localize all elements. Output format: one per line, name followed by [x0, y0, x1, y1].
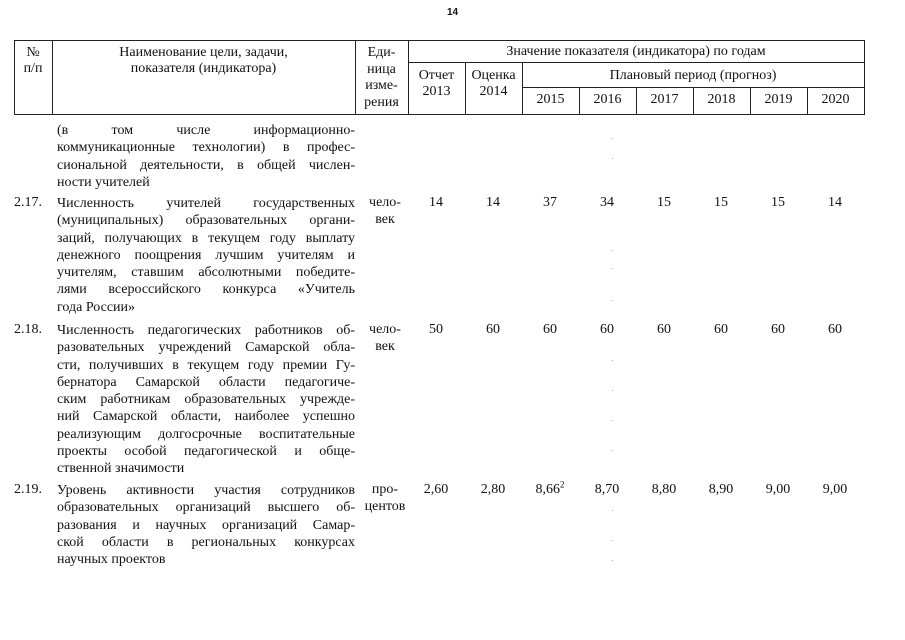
scan-dot: [612, 138, 613, 139]
row-value: [636, 322, 692, 338]
indicator-name-line: ским работникам образовательных учрежде-: [57, 392, 355, 408]
scan-dot: [612, 268, 613, 269]
scan-dot: [612, 158, 613, 159]
indicator-name-line: Численность учителей государственных: [57, 196, 355, 211]
value-text: 2,60: [423, 482, 449, 497]
row-value: [750, 482, 806, 498]
value-text: 60: [657, 322, 671, 337]
indicator-name-line: ской области в региональных конкурсах: [57, 534, 355, 550]
indicator-name-line: лями всероссийского конкурса «Учитель: [57, 282, 355, 298]
row-value: [465, 195, 521, 211]
header-values-divider: [408, 62, 865, 63]
indicator-name-line: разовательных учреждений Самарской обла-: [57, 340, 355, 356]
footnote-mark: 2: [560, 479, 565, 490]
indicator-name-line: проекты особой педагогической и обще-: [57, 444, 355, 460]
value-text: 14: [486, 195, 500, 210]
row-value: [522, 479, 578, 498]
value-text: 60: [828, 322, 842, 337]
header-unit-line: измe-: [365, 78, 398, 93]
unit-line: чело-: [369, 195, 401, 210]
row-unit: [361, 195, 409, 228]
value-text: 34: [600, 195, 614, 210]
indicator-name-line: Численность педагогических работников об-: [57, 323, 355, 338]
row-value: [693, 322, 749, 338]
value-text: 50: [429, 322, 443, 337]
header-year: 2017: [650, 92, 679, 107]
row-value: [465, 482, 521, 498]
indicator-name-line: научных проектов: [57, 552, 166, 568]
scan-dot: [612, 540, 613, 541]
value-text: 15: [771, 195, 785, 210]
scan-dot: [612, 390, 613, 391]
header-planned-title: Плановый период (прогноз): [609, 68, 777, 83]
scan-dot: [612, 250, 613, 251]
header-bottom-border: [14, 114, 865, 115]
value-text: 60: [543, 322, 557, 337]
header-unit: [355, 45, 408, 111]
indicator-name-line: (муниципальных) образовательных органи-: [57, 213, 355, 229]
value-text: 15: [657, 195, 671, 210]
row-unit: [361, 482, 409, 515]
row-value: [465, 322, 521, 338]
indicator-name-line: реализующим долгосрочные воспитательные: [57, 426, 355, 442]
row-value: [579, 482, 635, 498]
value-text: 15: [714, 195, 728, 210]
header-year: 2018: [707, 92, 736, 107]
unit-line: чело-: [369, 322, 401, 337]
header-name-line: Наименование цели, задачи,: [119, 45, 288, 60]
value-text: 8,90: [708, 482, 734, 497]
header-right-border: [864, 40, 865, 115]
header-year: 2020: [821, 92, 850, 107]
indicator-name-line: Уровень активности участия сотрудников: [57, 483, 355, 498]
row-value: [579, 322, 635, 338]
header-report: [408, 68, 465, 100]
row-number: 2.19.: [14, 482, 42, 497]
header-year: 2016: [593, 92, 622, 107]
header-top-border: [14, 40, 865, 41]
indicator-name-line: ственной значимости: [57, 461, 185, 477]
scan-dot: [612, 300, 613, 301]
header-name-line: показателя (индикатора): [130, 61, 277, 76]
indicator-name-line: ний Самарской области, наиболее успешно: [57, 409, 355, 425]
unit-line: век: [375, 338, 395, 354]
indicator-name-line: денежного поощрения лучшим учителям и: [57, 247, 355, 263]
header-year: 2015: [536, 92, 565, 107]
scan-dot: [612, 510, 613, 511]
header-name: [52, 45, 355, 77]
scan-dot: [612, 560, 613, 561]
row-value: [750, 195, 806, 211]
header-estimate-line: Оценка: [471, 68, 516, 83]
value-text: 8,66: [535, 482, 560, 497]
value-text: 60: [486, 322, 500, 337]
value-text: 60: [600, 322, 614, 337]
indicator-name-line: образовательных организаций высшего об-: [57, 500, 355, 516]
indicator-name-line: (в том числе информационно-: [57, 123, 355, 138]
header-num-line: п/п: [23, 61, 43, 76]
indicator-name-line: учителям, ставшим абсолютными победите-: [57, 265, 355, 281]
row-indicator-name: [57, 195, 355, 316]
header-report-line: Отчет: [418, 68, 455, 83]
header-num: [14, 45, 52, 77]
row-indicator-name: [57, 322, 355, 478]
row-unit: [361, 322, 409, 355]
indicator-name-line: бернатора Самарской области педагогиче-: [57, 374, 355, 390]
scan-dot: [612, 450, 613, 451]
row-value: [807, 195, 863, 211]
value-text: 9,00: [822, 482, 848, 497]
header-unit-line: Еди-: [367, 45, 396, 60]
header-estimate: [465, 68, 522, 100]
row-value: [807, 482, 863, 498]
header-unit-line: рения: [364, 94, 399, 110]
row-indicator-name: [57, 482, 355, 568]
unit-line: век: [375, 211, 395, 227]
row-indicator-name: [57, 122, 355, 191]
row-number: 2.18.: [14, 322, 42, 337]
value-text: 14: [429, 195, 443, 210]
indicator-name-line: сти, получивших в текущем году премии Гу-: [57, 357, 355, 373]
value-text: 8,80: [651, 482, 677, 497]
indicator-name-line: года России»: [57, 299, 136, 315]
value-text: 9,00: [765, 482, 791, 497]
header-year: 2019: [764, 92, 793, 107]
row-value: [408, 195, 464, 211]
header-report-line: 2013: [422, 84, 451, 99]
row-value: [636, 482, 692, 498]
row-value: [522, 322, 578, 338]
header-unit-line: ница: [367, 61, 396, 77]
value-text: 2,80: [480, 482, 506, 497]
row-value: [693, 195, 749, 211]
value-text: 8,70: [594, 482, 620, 497]
scan-dot: [612, 360, 613, 361]
row-value: [636, 195, 692, 211]
unit-line: про-: [371, 482, 399, 497]
row-value: [807, 322, 863, 338]
row-value: [522, 195, 578, 211]
unit-line: центов: [364, 498, 406, 514]
indicator-name-line: заций, получающих в текущем году выплату: [57, 230, 355, 246]
row-value: [693, 482, 749, 498]
value-text: 37: [543, 195, 557, 210]
row-value: [408, 322, 464, 338]
indicator-name-line: сиональной деятельности, в общей числен-: [57, 157, 355, 173]
header-estimate-line: 2014: [479, 84, 508, 99]
page-number: 14: [446, 7, 459, 18]
scan-dot: [612, 420, 613, 421]
indicator-name-line: разования и научных организаций Самар-: [57, 517, 355, 533]
row-value: [750, 322, 806, 338]
row-value: [579, 195, 635, 211]
indicator-name-line: ности учителей: [57, 174, 150, 190]
value-text: 60: [714, 322, 728, 337]
header-values-title: Значение показателя (индикатора) по годам: [506, 44, 766, 59]
row-number: 2.17.: [14, 195, 42, 210]
value-text: 14: [828, 195, 842, 210]
row-value: [408, 482, 464, 498]
value-text: 60: [771, 322, 785, 337]
indicator-name-line: коммуникационные технологии) в профес-: [57, 140, 355, 156]
header-num-line: №: [26, 45, 40, 60]
